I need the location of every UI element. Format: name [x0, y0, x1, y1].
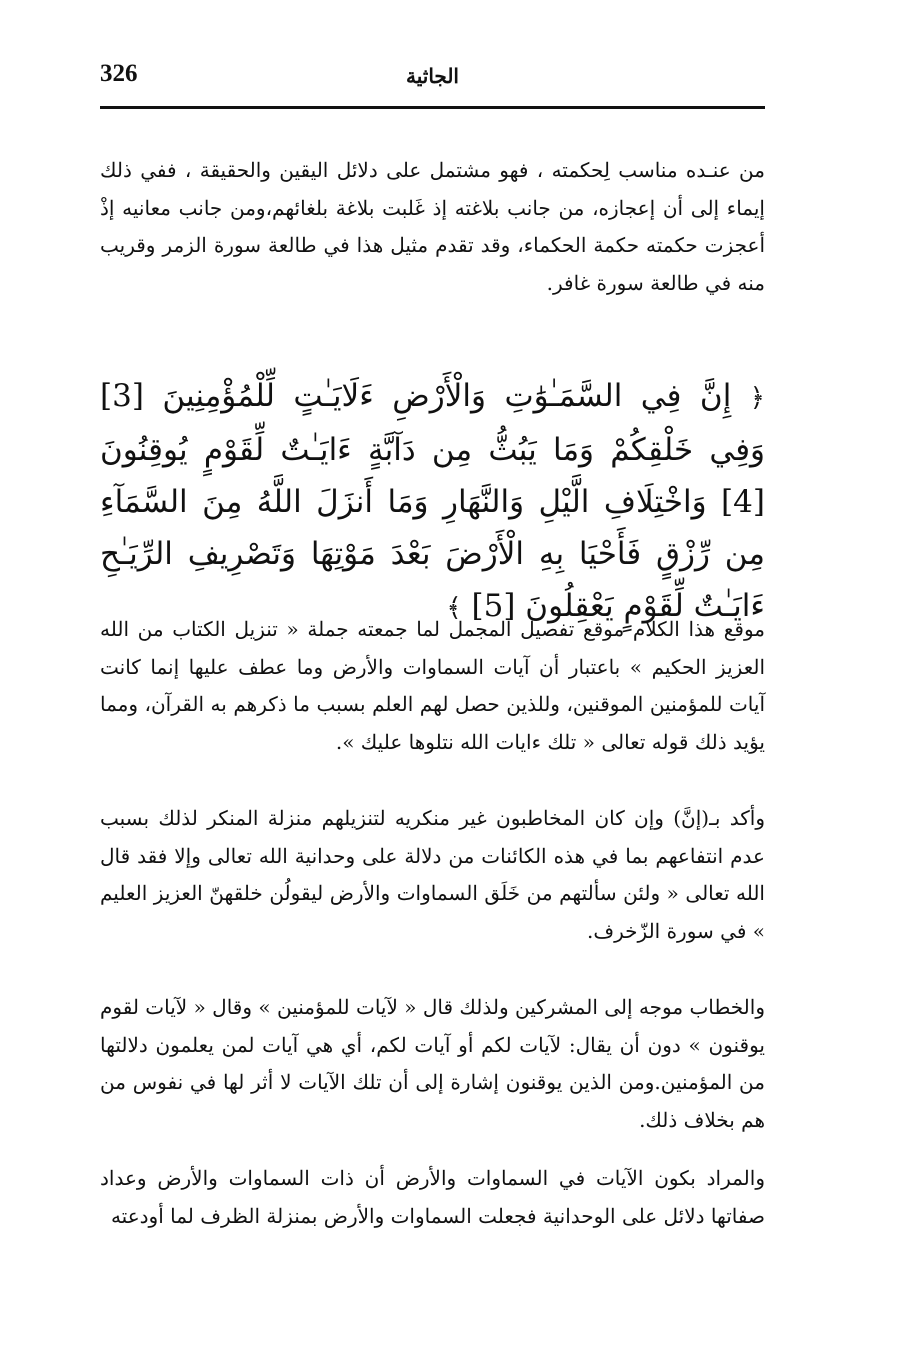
verse-open-brace: ﴿ [749, 383, 766, 413]
paragraph-exegesis-3 [100, 989, 765, 1139]
paragraph-text: والمراد بكون الآيات في السماوات والأرض أن ذات السماوات والأرض وعداد صفاتها دلائل على الوحدانية فجعلت السماوات والأرض بمنزلة الظرف لما أودعته [100, 1166, 765, 1228]
paragraph-exegesis-1 [100, 611, 765, 761]
verse-close-brace: ﴾ [446, 593, 462, 623]
verse-text: إِنَّ فِي السَّمَـٰوَٰتِ وَالْأَرْضِ ءَلَايَـٰتٍ لِّلْمُؤْمِنِينَ [3] وَفِي خَلْقِكُمْ وَمَا يَبُثُّ مِن دَآبَّةٍ ءَايَـٰتٌ لِّقَوْمٍ يُوقِنُونَ [4] وَاخْتِلَافِ الَّيْلِ وَالنَّهَارِ وَمَا أَنزَلَ اللَّهُ مِنَ السَّمَآءِ مِن رِّزْقٍ فَأَحْيَا بِهِ الْأَرْضَ بَعْدَ مَوْتِهَا وَتَصْرِيفِ الرِّيَـٰحِ ءَايَـٰتٌ لِّقَوْمٍ يَعْقِلُونَ [5] [100, 378, 765, 624]
header-rule [100, 106, 765, 109]
paragraph-exegesis-2 [100, 800, 765, 950]
paragraph-exegesis-4 [100, 1160, 765, 1235]
paragraph-text: والخطاب موجه إلى المشركين ولذلك قال « لآيات للمؤمنين » وقال « لآيات لقوم يوقنون » دون أن يقال: لآيات لكم أو آيات لكم، أي هي آيات لمن يعلمون دلالتها من المؤمنين.ومن الذين يوقنون إشارة إلى أن تلك الآيات لا أثر لها في نفوس من هم بخلاف ذلك. [100, 995, 765, 1132]
paragraph-intro [100, 152, 765, 302]
paragraph-text: موقع هذا الكلام موقع تفصيل المجمل لما جمعته جملة « تنزيل الكتاب من الله العزيز الحكيم » باعتبار أن آيات السماوات والأرض وما عطف عليها إنما كانت آيات للمؤمنين الموقنين، وللذين حصل لهم العلم بسبب ما ذكرهم به القرآن، ومما يؤيد ذلك قوله تعالى « تلك ءايات الله نتلوها عليك ». [100, 617, 765, 754]
quran-verse-block [100, 370, 765, 634]
paragraph-text: وأكد بـ(إنَّ) وإن كان المخاطبون غير منكريه لتنزيلهم منزلة المنكر لذلك بسبب عدم انتفاعهم بما في هذه الكائنات من دلالة على وحدانية الله تعالى وإلا فقد قال الله تعالى « ولئن سألتهم من خَلَق السماوات والأرض ليقولُن خلقهنّ العزيز العليم » في سورة الزّخرف. [100, 806, 765, 943]
page-header [100, 60, 765, 104]
running-title: الجاثية [406, 64, 459, 88]
page-number: 326 [100, 60, 138, 87]
paragraph-text: من عنـده مناسب لِحكمته ، فهو مشتمل على دلائل اليقين والحقيقة ، ففي ذلك إيماء إلى أن إعجازه، من جانب بلاغته إذ غَلبت بلاغة بلغائهم،ومن جانب معانيه إذْ أعجزت حكمته حكمة الحكماء، وقد تقدم مثيل هذا في طالعة سورة الزمر وقريب منه في طالعة سورة غافر. [100, 158, 765, 295]
